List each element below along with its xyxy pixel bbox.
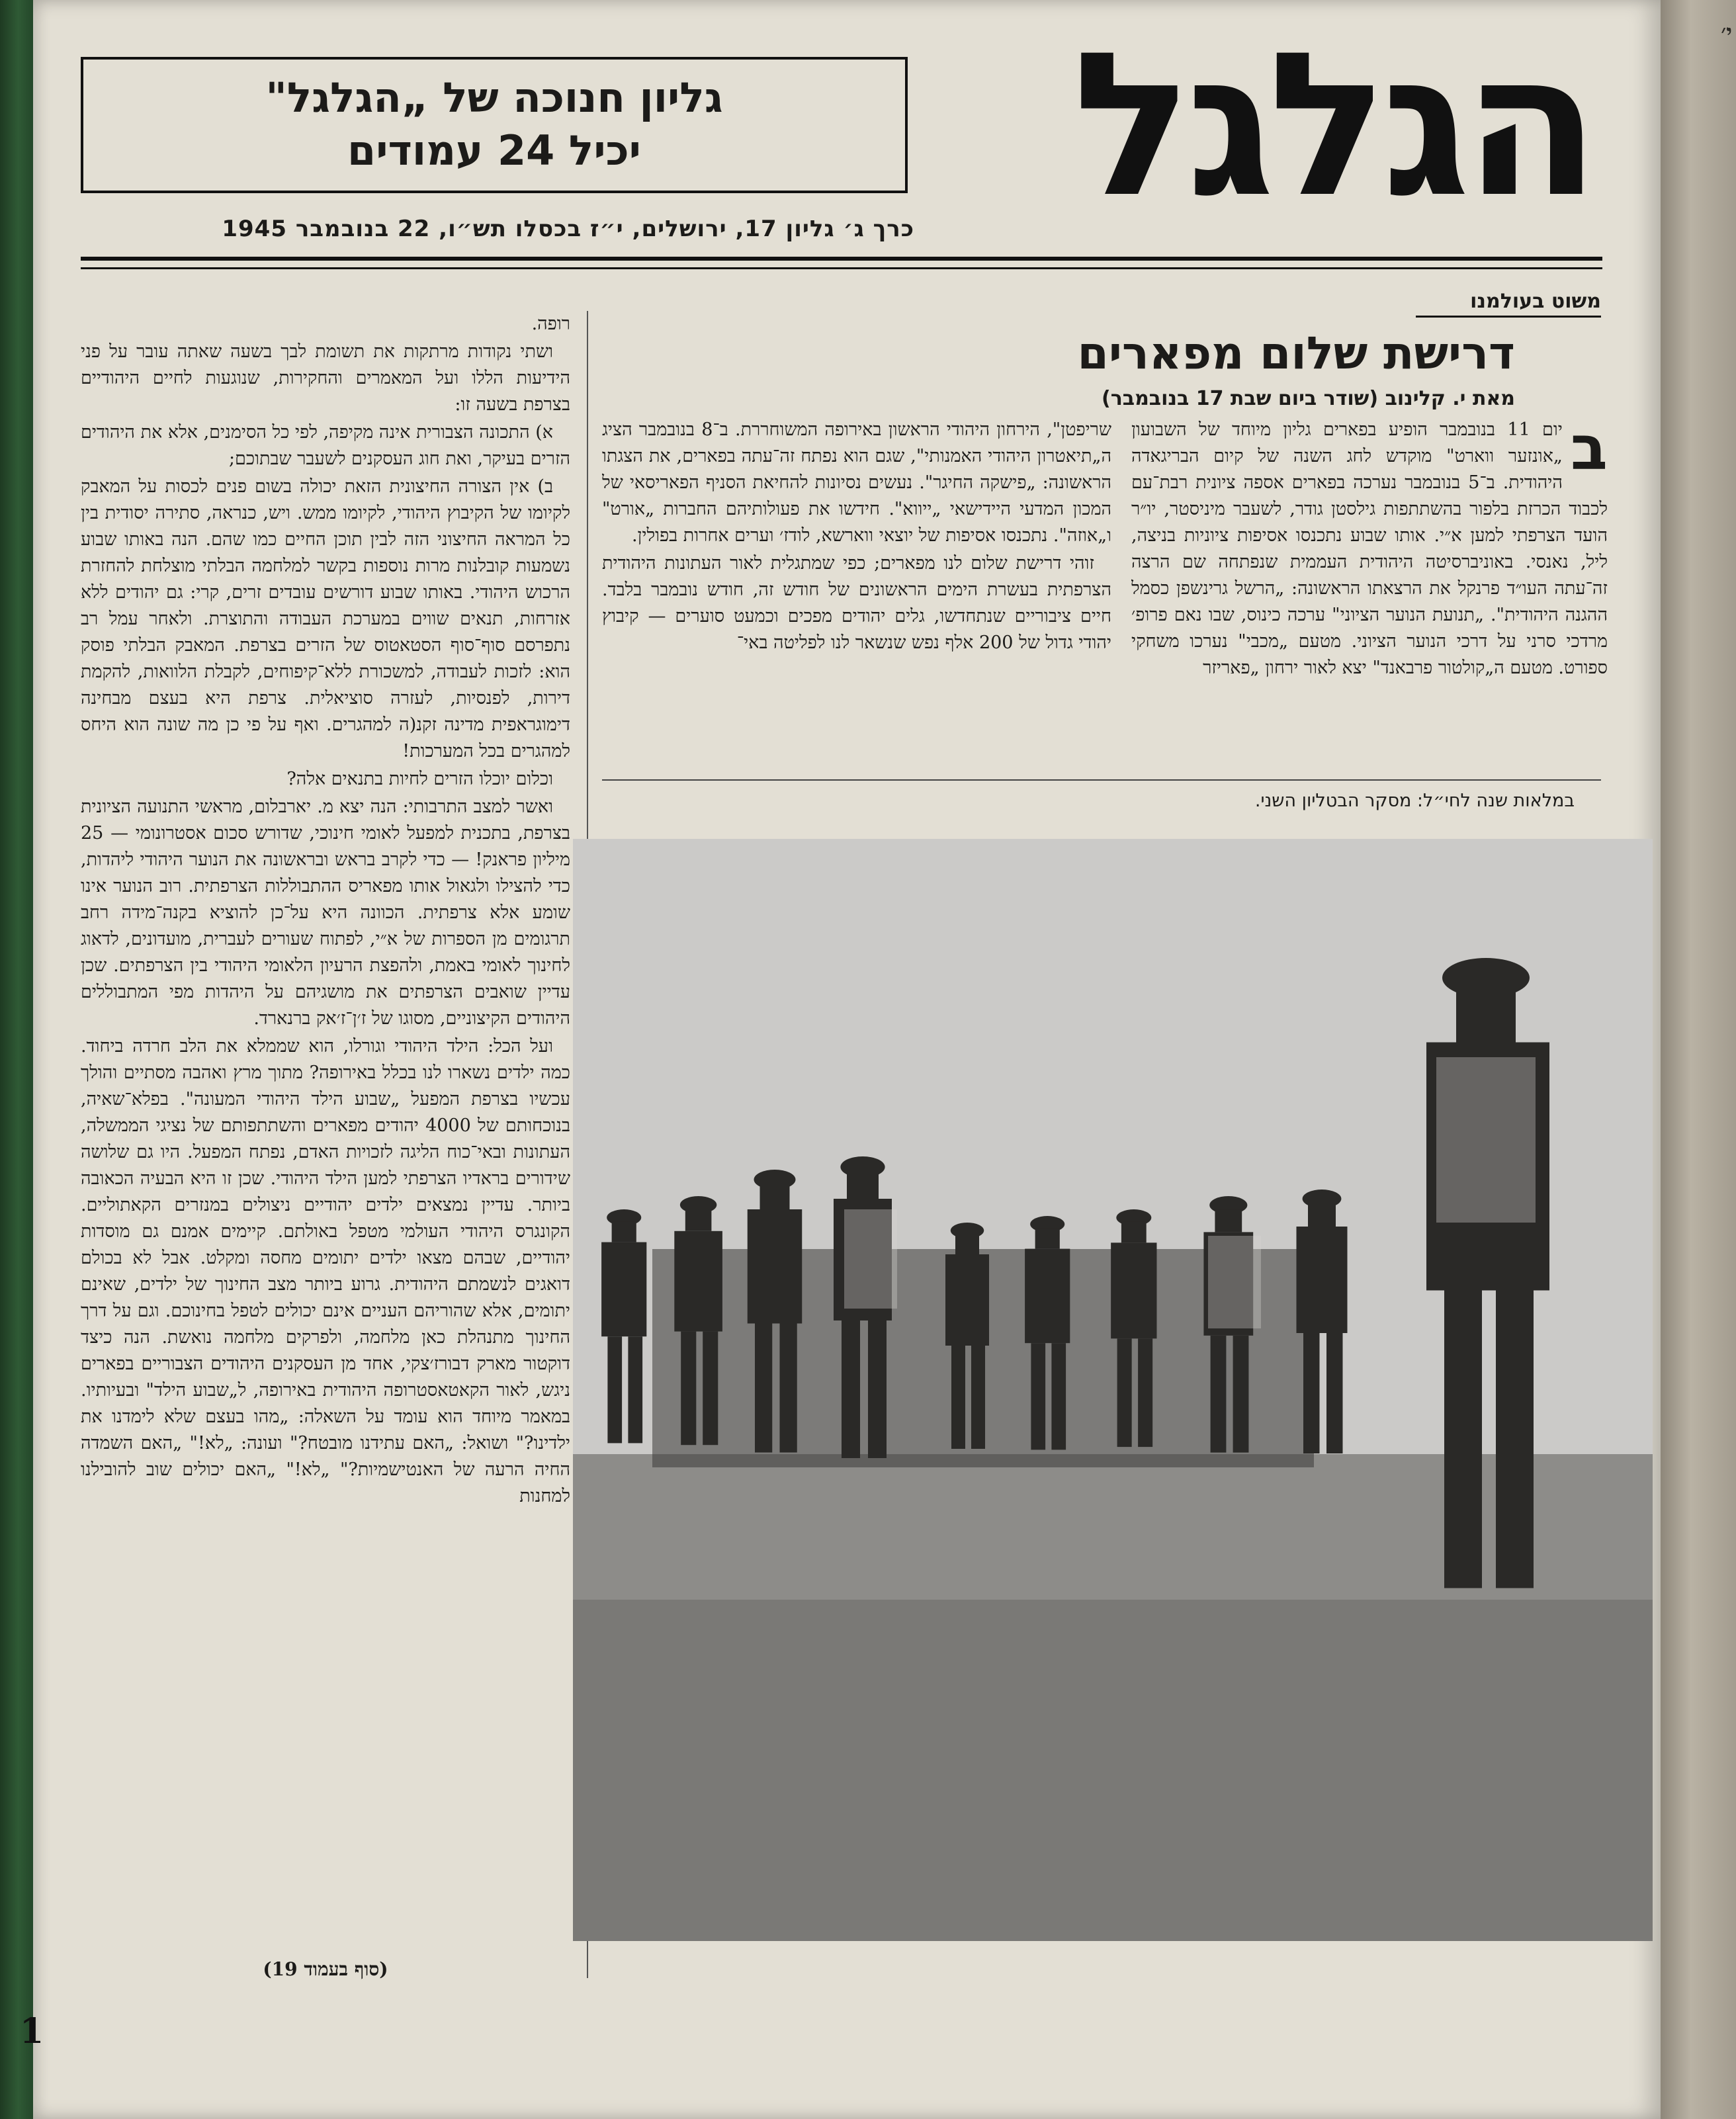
section-tag: משוט בעולמנו xyxy=(1416,290,1601,318)
announcement-line-2: יכיל 24 עמודים xyxy=(347,126,641,175)
adjacent-page-mark: י׳ xyxy=(1721,20,1732,46)
masthead-rule-thin xyxy=(81,267,1602,269)
photo-caption: במלאות שנה לחי״ל: מסקר הבטליון השני. xyxy=(1254,791,1575,811)
article-byline: מאת י. קלינוב (שודר ביום שבת 17 בנובמבר) xyxy=(1102,387,1515,410)
issue-dateline: כרך ג׳ גליון 17, ירושלים, י״ז בכסלו תש״ו, 22 בנובמבר 1945 xyxy=(222,216,914,242)
paragraph: זוהי דרישת שלום לנו מפארים; כפי שמתגלית לאור העתונות היהודית הצרפתית בעשרת הימים הראשונים של חודש זה, חודש נובמבר בלבד. חיים ציבוריים שנתחדשו, גלים יהודים מפכים וכמעט סוערים — קיבוץ יהודי גדול של 200 אלף נפש שנשאר לנו לפליטה באי־ xyxy=(602,553,1111,653)
soldiers-parade-photo xyxy=(573,839,1653,1941)
article-column-right xyxy=(1131,417,1608,774)
announcement-box xyxy=(81,57,908,193)
announcement-line-1: גליון חנוכה של „הגלגל" xyxy=(265,73,723,122)
continuation-note: (סוף בעמוד 19) xyxy=(263,1958,388,1980)
article-column-middle xyxy=(602,417,1111,774)
article-column-left xyxy=(81,311,570,1991)
column-divider-horizontal xyxy=(602,779,1601,781)
paragraph: שריפטן", הירחון היהודי הראשון באירופה המשוחררת. ב־8 בנובמבר הציג ה„תיאטרון היהודי האמנותי", שגם הוא נפתח זה־עתה בפארים, את הצגתו הראשונה: „פישקה החיגר". נעשים נסיונות להחיאת הסניף הפאריסאי של המכון המדעי היידישאי „ייווא". חידשו את פעולותיהם החברות „אורט" ו„אוזה". נתכנסו אסיפות של יוצאי ווארשא, לודז׳ וערים אחרות בפולין. xyxy=(602,419,1111,546)
paragraph: ושתי נקודות מרתקות את תשומת לבך בשעה שאתה עובר על פני הידיעות הללו ועל המאמרים והחקירות, שנוגעות לחיים היהודיים בצרפת בשעה זו: xyxy=(81,341,570,415)
paragraph: יום 11 בנובמבר הופיע בפארים גליון מיוחד של השבועון „אונזער ווארט" מוקדש לחג השנה של קיום הבריגאדה היהודית. ב־5 בנובמבר נערכה בפארים אספה ציונית רבת־עם לכבוד הכרזת בלפור בהשתתפות גילסטן גודר, לשעבר מיניסטר, יו״ר הועד הצרפתי למען א״י. אותו שבוע נתכנסו אסיפות ציוניות בניצה, ליל, נאנסי. באוניברסיטה היהודית העממית שנפתחה שם הרצה זה־עתה העו״ד פרנקל את הרצאתו הראשונה: „הרשל גרינשפן כסמל ההגנה היהודית". „תנועת הנוער הציוני" ערכה כינוס, שבו נאם פרופ׳ מרדכי סרני על דרכי הנוער הציוני. מטעם „מכבי" נערכו משחקי ספורט. מטעם ה„קולטור פרבאנד" יצא לאור ירחון „פאריזר xyxy=(1131,419,1608,678)
parade-illustration xyxy=(573,839,1653,1941)
masthead-title: הגלגל xyxy=(1072,10,1594,241)
paragraph: א) התכונה הצבורית אינה מקיפה, לפי כל הסימנים, אלא את היהודים הזרים בעיקר, ואת חוג העסקנים לשעבר שבתוכם; xyxy=(81,422,570,469)
drop-cap: ב xyxy=(1570,417,1608,484)
paragraph: ועל הכל: הילד היהודי וגורלו, הוא שממלא את הלב חרדה ביחוד. כמה ילדים נשארו לנו בכלל באירופה? מתוך מרץ ואהבה מסתיים והולך עכשיו בצרפת המפעל „שבוע הילד היהודי המעונה". בפלא־שאיה, בנוכחותם של 4000 יהודים מפארים והשתתפותם של נציגי הממשלה, העתונות ובאי־כוח הליגה לזכויות האדם, נפתח המפעל. היו גם שלושה שידורים בראדיו הצרפתי למען הילד היהודי. שכן זו היא הבעיה הכאובה ביותר. עדיין נמצאים ילדים יהודיים ניצולים במנזרים הקאתוליים. הקונגרס היהודי העולמי מטפל באולתם. קיימים אמנם גם מוסדות יהודיים, שבהם מצאו ילדים יתומים מחסה ומקלט. אבל לא בכולם דואגים לנשמתם היהודית. גרוע ביותר מצב החינוך של ילדים, שאינם יתומים, אלא שהוריהם העניים אינם יכולים לטפל בחינוכם. וגם על דרך החינוך מתנהלת כאן מלחמה, ולפרקים מלחמה נואשת. הנה כיצד דוקטור מארק דבורז׳צקי, אחד מן העסקנים היהודים הצבוריים בפארים ניגש, לאור הקאטאסטרופה היהודית באירופה, ל„שבוע הילד" ובעיותיו. במאמר מיוחד הוא עומד על השאלה: „מהו בעצם שלא לימדנו את ילדינו?" ושואל: „האם עתידנו מובטח?" ועונה: „לא!" „האם השמדה החיה הרעה של האנטישמיות?" „לא!" „האם יכולים שוב להובילנו למחנות xyxy=(81,1036,570,1506)
page-number: 1 xyxy=(20,2011,44,2052)
paragraph: ב) אין הצורה החיצונית הזאת יכולה בשום פנים לכסות על המאבק לקיומו של הקיבוץ היהודי, לקיומו ממש. ויש, כנראה, סתירה יסודית בין כל המראה החיצוני הזה לבין תוכן החיים כמו שהם. הנה באותו שבוע נשמעות קובלנות מרות נוספות בקשר למלחמה הבלתי מוצלחת להחזרת הרכוש היהודי. באותו שבוע דורשים עובדים זרים, קרי: גם יהודים ללא אזרחות, תנאים שווים במערכת העבודה והתוצרת. ולאחר עמל רב נתפרסם סוף־סוף הסטאטוס של הזרים בצרפת. המאבק הבלתי פוסק הוא: לזכות לעבודה, למשכורת ללא־קיפוחים, לקבלת הלוואות, להקמת דירות, לפנסיות, לעזרה סוציאלית. צרפת היא בעצם מבחינה דימוגראפית מדינה זקנ(ה למהגרים. ואף על פי כן מה שונה הוא היחס למהגרים בכל המערכות! xyxy=(81,476,570,761)
paragraph: וכלום יוכלו הזרים לחיות בתנאים אלה? xyxy=(286,769,553,789)
paragraph: רופה. xyxy=(531,314,570,334)
paragraph: ואשר למצב התרבותי: הנה יצא מ. יארבלום, מראשי התנועה הציונית בצרפת, בתכנית למפעל לאומי חינוכי, שדורש סכום אסטרונומי — 25 מיליון פראנק! — כדי לקרב בראש ובראשונה את הנוער היהודי ליהדות, כדי להצילו ולגאול אותו מפאריס ההתבוללות הצרפתית. רוב הנוער אינו שומע אלא צרפתית. הכוונה היא על־כן להוציא בקנה־מידה רחב תרגומים מן הספרות של א״י, לפתוח שעורים לעברית, מועדונים, לדאוג לחינוך לאומי באמת, ולהפצת הרעיון הלאומי היהודי בין הצרפתים. שכן עדיין שואבים הצרפתים את מושגיהם על היהדות מפי המתבוללים היהודים הקיצוניים, מסוגו של ז׳ן־ז׳אק ברנארד. xyxy=(81,797,570,1029)
masthead-rule-thick xyxy=(81,257,1602,261)
adjacent-page-edge xyxy=(1661,0,1736,2119)
article-headline: דרישת שלום מפארים xyxy=(1077,327,1515,380)
book-binding xyxy=(0,0,33,2119)
